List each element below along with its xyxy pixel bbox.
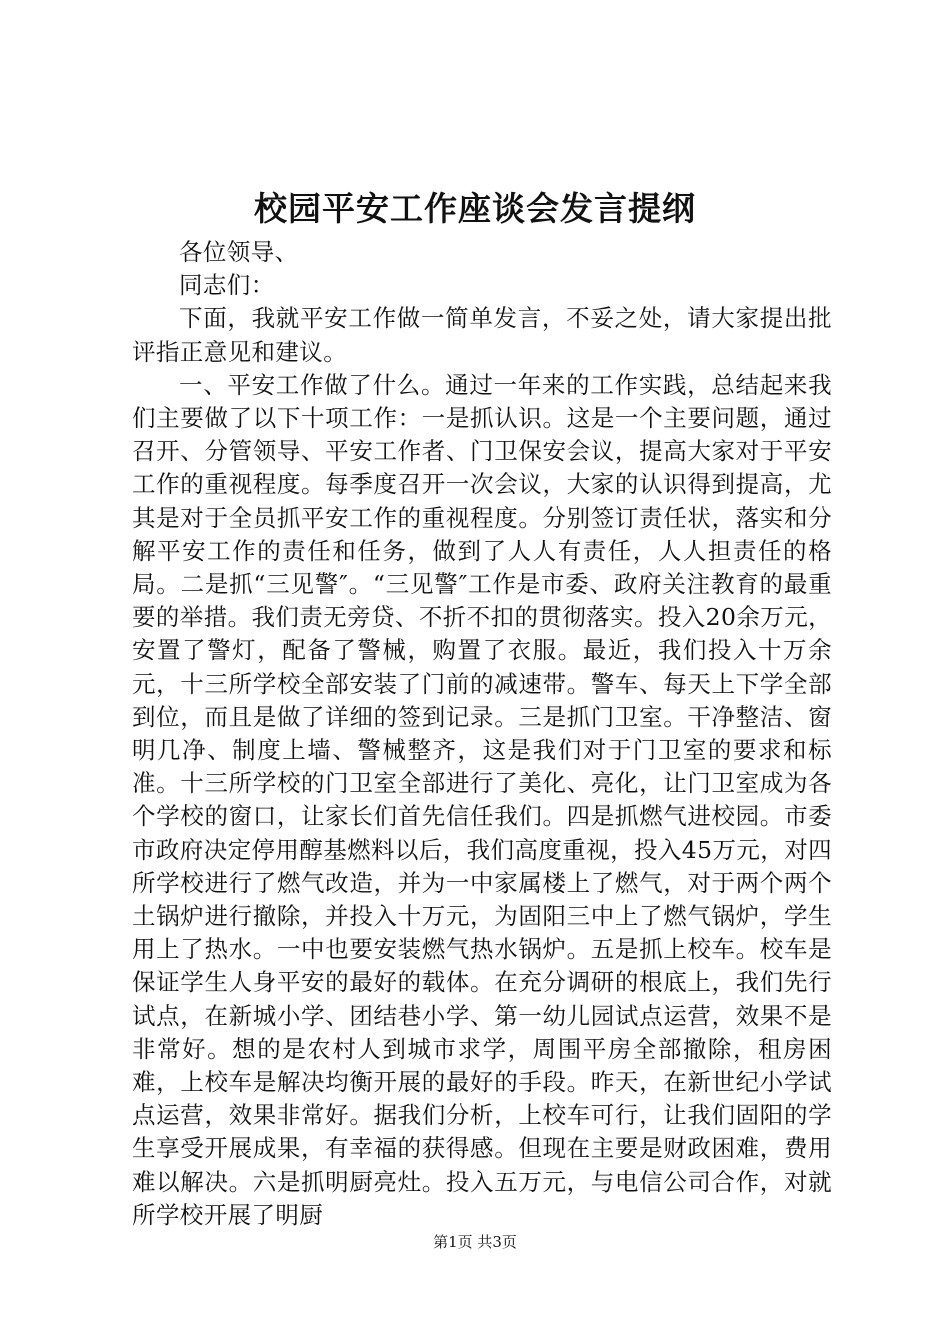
salutation-leaders: 各位领导、 — [179, 238, 299, 266]
section-one-paragraph: 一、平安工作做了什么。通过一年来的工作实践，总结起来我们主要做了以下十项工作：一是抓认识。这是一个主要问题，通过召开、分管领导、平安工作者、门卫保安会议，提高大家对于平安工作的重视程度。每季度召开一次会议，大家的认识得到提高，尤其是对于全员抓平安工作的重视程度。分别签订责任状，落实和分解平安工作的责任和任务，做到了人人有责任，人人担责任的格局。二是抓“三见警″。“三见警″工作是市委、政府关注教育的最重要的举措。我们责无旁贷、不折不扣的贯彻落实。投入20余万元，安置了警灯，配备了警械，购置了衣服。最近，我们投入十万余元，十三所学校全部安装了门前的减速带。警车、每天上下学全部到位，而且是做了详细的签到记录。三是抓门卫室。干净整洁、窗明几净、制度上墙、警械整齐，这是我们对于门卫室的要求和标准。十三所学校的门卫室全部进行了美化、亮化，让门卫室成为各个学校的窗口，让家长们首先信任我们。四是抓燃气进校园。市委市政府决定停用醇基燃料以后，我们高度重视，投入45万元，对四所学校进行了燃气改造，并为一中家属楼上了燃气，对于两个两个土锅炉进行撤除，并投入十万元，为固阳三中上了燃气锅炉，学生用上了热水。一中也要安装燃气热水锅炉。五是抓上校车。校车是保证学生人身平安的最好的载体。在充分调研的根底上，我们先行试点，在新城小学、团结巷小学、第一幼儿园试点运营，效果不是非常好。想的是农村人到城市求学，周围平房全部撤除，租房困难，上校车是解决均衡开展的最好的手段。昨天，在新世纪小学试点运营，效果非常好。据我们分析，上校车可行，让我们固阳的学生享受开展成果，有幸福的获得感。但现在主要是财政困难，费用难以解决。六是抓明厨亮灶。投入五万元，与电信公司合作，对就所学校开展了明厨 — [132, 370, 832, 1229]
document-title: 校园平安工作座谈会发言提纲 — [254, 189, 696, 228]
salutation-colleagues: 同志们： — [179, 271, 275, 300]
opening-paragraph: 下面，我就平安工作做一简单发言，不妥之处，请大家提出批评指正意见和建议。 — [132, 304, 832, 366]
page-footer: 第1页 共3页 — [433, 1233, 517, 1251]
document-body — [132, 236, 832, 1232]
